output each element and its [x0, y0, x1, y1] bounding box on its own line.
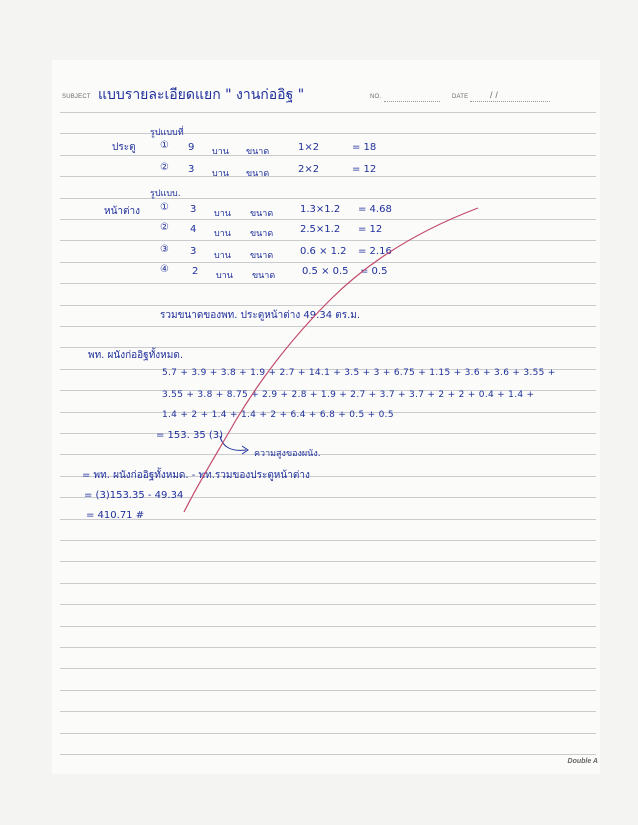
ruled-line	[60, 626, 596, 627]
row-dimension: 0.6 × 1.2	[300, 246, 347, 257]
ruled-line	[60, 176, 596, 177]
row-qty: 3	[188, 164, 195, 175]
ruled-line	[60, 219, 596, 220]
ruled-line	[60, 711, 596, 712]
ruled-line	[60, 561, 596, 562]
row-size-label: ขนาด	[250, 229, 274, 239]
row-qty: 3	[190, 204, 197, 215]
row-result: = 12	[352, 164, 377, 175]
ruled-line	[60, 647, 596, 648]
row-size-label: ขนาด	[246, 169, 270, 179]
brand-mark: Double A	[567, 758, 598, 765]
row-unit: บาน	[216, 271, 233, 281]
date-label: DATE	[452, 94, 469, 100]
row-size-label: ขนาด	[250, 209, 274, 219]
row-result: = 2.16	[358, 246, 392, 257]
sum-line: = 153. 35 (3)	[156, 430, 224, 441]
row-number: ①	[160, 202, 169, 213]
ruled-line	[60, 133, 596, 134]
no-field	[384, 101, 440, 102]
row-dimension: 2×2	[298, 164, 320, 175]
row-dimension: 2.5×1.2	[300, 224, 341, 235]
row-size-label: ขนาด	[252, 271, 276, 281]
row-qty: 3	[190, 246, 197, 257]
row-result: = 18	[352, 142, 377, 153]
doors-type-label: รูปแบบที่	[150, 128, 184, 138]
height-note: ความสูงของผนัง.	[254, 449, 321, 459]
windows-type-label: รูปแบบ.	[150, 189, 181, 199]
windows-label: หน้าต่าง	[104, 206, 141, 217]
row-number: ①	[160, 140, 169, 151]
ruled-line	[60, 155, 596, 156]
ruled-line	[60, 583, 596, 584]
openings-total: รวมขนาดของพท. ประตูหน้าต่าง 49.34 ตร.ม.	[160, 310, 361, 321]
row-qty: 4	[190, 224, 197, 235]
row-unit: บาน	[212, 147, 229, 157]
row-unit: บาน	[214, 209, 231, 219]
row-size-label: ขนาด	[250, 251, 274, 261]
ruled-line	[60, 305, 596, 306]
row-unit: บาน	[212, 169, 229, 179]
row-qty: 9	[188, 142, 195, 153]
row-dimension: 1×2	[298, 142, 320, 153]
ruled-line	[60, 754, 596, 755]
wall-area-label: พท. ผนังก่ออิฐทั้งหมด.	[88, 350, 184, 361]
calc-line: 5.7 + 3.9 + 3.8 + 1.9 + 2.7 + 14.1 + 3.5 + 3 + 6.75 + 1.15 + 3.6 + 3.6 + 3.55 +	[162, 368, 556, 378]
no-label: NO.	[370, 94, 382, 100]
subject-label: SUBJECT	[62, 94, 91, 100]
calc-line: 3.55 + 3.8 + 8.75 + 2.9 + 2.8 + 1.9 + 2.7 + 3.7 + 3.7 + 2 + 2 + 0.4 + 1.4 +	[162, 390, 535, 400]
substitution-line: = (3)153.35 - 49.34	[84, 490, 184, 501]
ruled-line	[60, 433, 596, 434]
ruled-line	[60, 240, 596, 241]
ruled-line	[60, 604, 596, 605]
row-dimension: 1.3×1.2	[300, 204, 341, 215]
row-number: ②	[160, 162, 169, 173]
ruled-line	[60, 668, 596, 669]
ruled-line	[60, 112, 596, 113]
ruled-line	[60, 198, 596, 199]
row-unit: บาน	[214, 251, 231, 261]
ruled-line	[60, 283, 596, 284]
date-value: / /	[490, 90, 499, 100]
ruled-line	[60, 262, 596, 263]
row-dimension: 0.5 × 0.5	[302, 266, 349, 277]
row-size-label: ขนาด	[246, 147, 270, 157]
result-line: = 410.71 #	[86, 510, 145, 521]
row-unit: บาน	[214, 229, 231, 239]
row-result: = 4.68	[358, 204, 392, 215]
page-title: แบบรายละเอียดแยก " งานก่ออิฐ "	[98, 87, 305, 103]
row-number: ③	[160, 244, 169, 255]
calc-line: 1.4 + 2 + 1.4 + 1.4 + 2 + 6.4 + 6.8 + 0.5 + 0.5	[162, 410, 394, 420]
ruled-line	[60, 454, 596, 455]
row-number: ②	[160, 222, 169, 233]
ruled-line	[60, 540, 596, 541]
ruled-line	[60, 326, 596, 327]
formula-line: = พท. ผนังก่ออิฐทั้งหมด. - พท.รวมของประตูหน้าต่าง	[82, 470, 310, 481]
row-result: = 0.5	[360, 266, 388, 277]
row-qty: 2	[192, 266, 199, 277]
ruled-line	[60, 733, 596, 734]
ruled-line	[60, 690, 596, 691]
date-field	[470, 101, 550, 102]
doors-label: ประตู	[112, 142, 136, 153]
row-result: = 12	[358, 224, 383, 235]
row-number: ④	[160, 264, 169, 275]
